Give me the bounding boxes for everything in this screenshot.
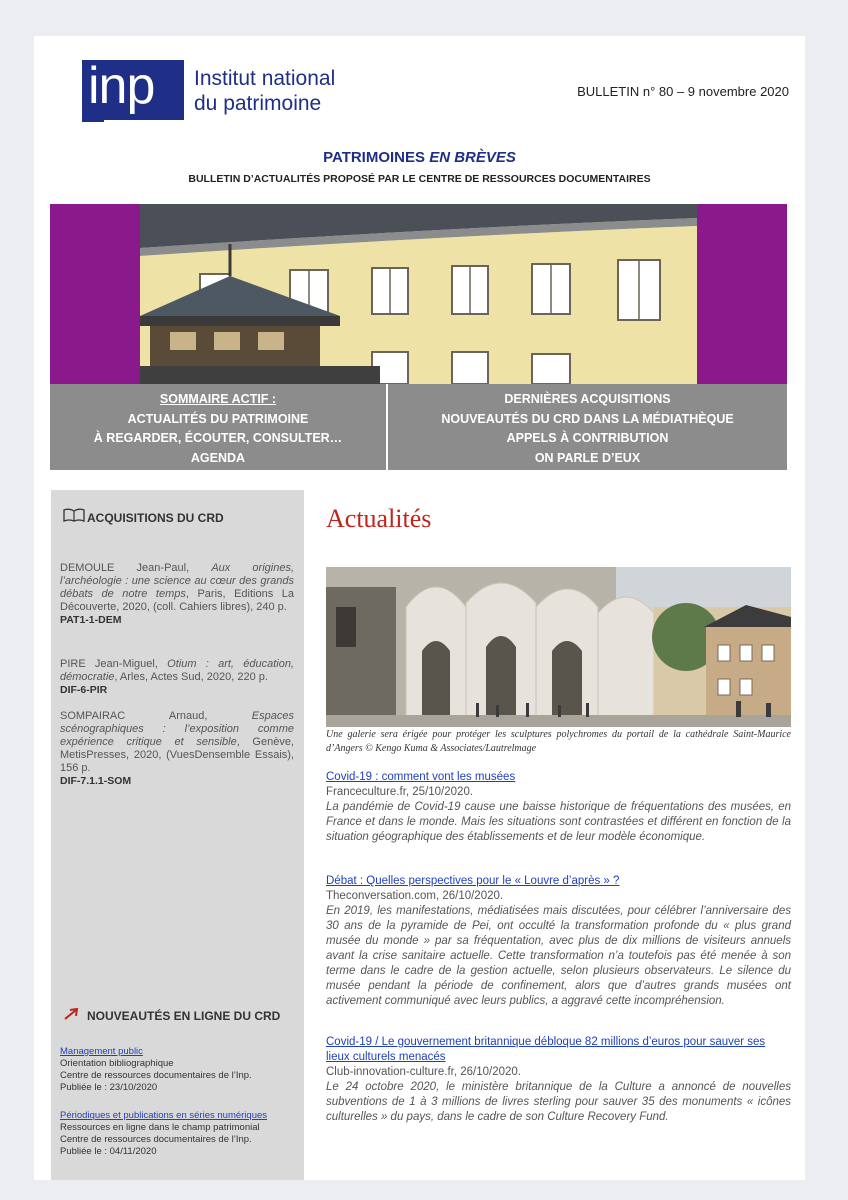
article-title-link[interactable]: Covid-19 / Le gouvernement britannique débloque 82 millions d’euros pour sauver ses lieux culturels menacés	[326, 1036, 766, 1063]
banner	[50, 204, 787, 384]
entry-shelf-code: DIF-6-PIR	[60, 684, 108, 696]
online-resource	[60, 1046, 300, 1094]
online-heading-text: NOUVEAUTÉS EN LIGNE DU CRD	[87, 1009, 281, 1023]
cathedral-illustration	[326, 567, 791, 727]
entry-author: SOMPAIRAC Arnaud,	[60, 710, 252, 722]
acquisition-entry	[60, 658, 294, 697]
nav-link-actualites[interactable]: ACTUALITÉS DU PATRIMOINE	[127, 411, 309, 426]
news-article	[326, 874, 791, 1009]
entry-title: Otium : art, éducation, démocratie	[60, 658, 294, 683]
entry-publisher: , Paris, Editions La Découverte, 2020, (coll. Cahiers libres), 240 p.	[60, 588, 294, 613]
acquisitions-heading-text: ACQUISITIONS DU CRD	[87, 511, 224, 525]
article-source: Franceculture.fr, 25/10/2020.	[326, 786, 474, 798]
cathedral-photo	[326, 567, 791, 727]
section-title: Actualités	[326, 504, 432, 533]
entry-author: DEMOULE Jean-Paul,	[60, 562, 212, 574]
online-resource-date: Publiée le : 23/10/2020	[60, 1082, 158, 1093]
masthead-title-main: PATRIMOINES	[323, 149, 430, 166]
banner-photo	[140, 204, 697, 384]
article-summary: La pandémie de Covid-19 cause une baisse historique de fréquentations des musées, en France et dans le monde. Mais les situations sont contrastées et différent en fonction de la situation géographique des établissements et de leur modèle économique.	[326, 801, 791, 843]
article-summary: Le 24 octobre 2020, le ministère britannique de la Culture a annoncé de nouvelles subventions de 1 à 3 millions de livres sterling pour sauver 35 des monuments « icônes culturelles » du pays, dans le cadre de son Culture Recovery Fund.	[326, 1081, 791, 1123]
nav-link-nouveautes[interactable]: NOUVEAUTÉS DU CRD DANS LA MÉDIATHÈQUE	[441, 411, 734, 426]
online-resource-desc: Orientation bibliographique	[60, 1058, 174, 1069]
online-resource-desc: Ressources en ligne dans le champ patrimonial	[60, 1122, 260, 1133]
logo-line-2: du patrimoine	[194, 92, 322, 115]
article-summary: En 2019, les manifestations, médiatisées mais discutées, pour célébrer l’anniversaire des 30 ans de la pyramide de Pei, ont occulté la transformation profonde du « plus grand musée du monde » par sa fréquentation, avec plus de dix millions de visiteurs annuels avant la crise sanitaire actuelle. Cette transformation n’a toutefois pas été menée à son terme dans le cadre de la gestion actuelle, selon plusieurs observateurs. Le silence du musée pendant la période de confinement, alors que d’autres grands musées ont activement communiqué avec leurs publics, a aggravé cette incompréhension.	[326, 905, 791, 1007]
masthead-title-em: EN BRÈVES	[429, 149, 516, 166]
entry-title: Espaces scénographiques : l’exposition comme expérience critique et sensible	[60, 710, 294, 748]
online-resource-org: Centre de ressources documentaires de l’Inp.	[60, 1070, 252, 1081]
summary-nav	[50, 384, 787, 470]
online-resource-link[interactable]: Management public	[60, 1046, 143, 1057]
book-icon	[63, 508, 87, 525]
arrow-icon	[63, 1008, 87, 1023]
entry-title: Aux origines, l’archéologie : une science au cœur des grands débats de notre temps	[60, 562, 294, 600]
news-article	[326, 770, 791, 845]
online-resource-org: Centre de ressources documentaires de l’Inp.	[60, 1134, 252, 1145]
entry-publisher: , Genève, MetisPresses, 2020, (VuesDensemble Essais), 156 p.	[60, 736, 294, 774]
online-resource-date: Publiée le : 04/11/2020	[60, 1146, 157, 1157]
summary-nav-right	[388, 390, 787, 468]
article-source: Theconversation.com, 26/10/2020.	[326, 890, 504, 902]
online-resource	[60, 1110, 300, 1158]
bulletin-page	[34, 36, 805, 1180]
bulletin-reference: BULLETIN n° 80 – 9 novembre 2020	[577, 84, 789, 99]
article-title-link[interactable]: Covid-19 : comment vont les musées	[326, 771, 516, 783]
sidebar	[51, 490, 304, 1180]
logo-institution-name	[194, 66, 335, 116]
acquisitions-heading	[63, 508, 224, 525]
article-title-link[interactable]: Débat : Quelles perspectives pour le « Louvre d’après » ?	[326, 875, 620, 887]
news-article	[326, 1035, 791, 1125]
acquisition-entry	[60, 710, 294, 788]
nav-link-regarder[interactable]: À REGARDER, ÉCOUTER, CONSULTER…	[93, 431, 343, 445]
photo-caption: Une galerie sera érigée pour protéger les sculptures polychromes du portail de la cathédrale Saint-Maurice d’Angers © Kengo Kuma & Associates/Lautrelmage	[326, 729, 791, 754]
entry-shelf-code: DIF-7.1.1-SOM	[60, 775, 132, 787]
logo-letters: inp	[88, 57, 155, 115]
entry-publisher: , Arles, Actes Sud, 2020, 220 p.	[114, 671, 268, 683]
logo-line-1: Institut national	[194, 67, 336, 90]
acquisition-entry	[60, 562, 294, 627]
nav-link-appels[interactable]: APPELS À CONTRIBUTION	[506, 431, 669, 445]
nav-link-agenda[interactable]: AGENDA	[190, 450, 246, 465]
summary-heading: SOMMAIRE ACTIF :	[159, 392, 277, 406]
nav-link-on-parle[interactable]: ON PARLE D’EUX	[534, 450, 641, 465]
entry-author: PIRE Jean-Miguel,	[60, 658, 168, 670]
article-source: Club-innovation-culture.fr, 26/10/2020.	[326, 1066, 521, 1078]
summary-nav-left	[50, 390, 386, 468]
nav-link-acquisitions[interactable]: DERNIÈRES ACQUISITIONS	[504, 392, 671, 406]
entry-shelf-code: PAT1-1-DEM	[60, 614, 122, 626]
online-resource-link[interactable]: Périodiques et publications en séries numériques	[60, 1110, 268, 1121]
online-heading	[63, 1008, 280, 1023]
masthead-subtitle: BULLETIN D’ACTUALITÉS PROPOSÉ PAR LE CENTRE DE RESSOURCES DOCUMENTAIRES	[188, 173, 651, 185]
masthead-title	[34, 149, 805, 166]
banner-illustration	[140, 204, 697, 384]
